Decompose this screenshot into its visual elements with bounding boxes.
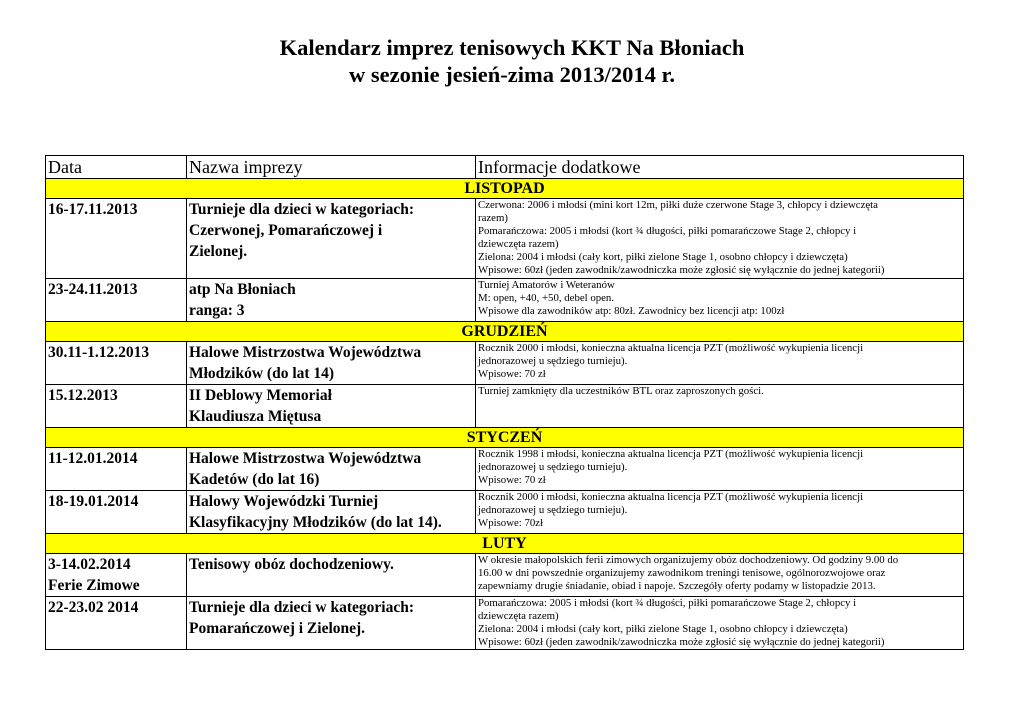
name-line: Klasyfikacyjny Młodzików (do lat 14). [189,513,442,531]
event-info [476,596,964,649]
event-date [46,596,187,649]
event-name [187,447,476,490]
table-header-row [46,156,964,179]
info-line: Rocznik 1998 i młodsi, konieczna aktualna licencja PZT (możliwość wykupienia licencji [478,447,864,460]
events-table [45,155,964,650]
event-info [476,278,964,321]
event-date [46,341,187,384]
info-line: Czerwona: 2006 i młodsi (mini kort 12m, piłki duże czerwone Stage 3, chłopcy i dziewczęta [478,199,878,211]
info-line: dziewczęta razem) [478,238,559,251]
name-line: Młodzików (do lat 14) [189,364,335,382]
name-line: Turnieje dla dzieci w kategoriach: [189,201,415,218]
info-line: Pomarańczowa: 2005 i młodsi (kort ¾ długości, piłki pomarańczowe Stage 2, chłopcy i [478,225,857,238]
info-line: Wpisowe: 70zł [478,516,544,529]
title-line-1: Kalendarz imprez tenisowych KKT Na Błoniach [279,35,745,60]
name-line: atp Na Błoniach [189,280,296,298]
event-date [46,199,187,279]
month-label: LISTOPAD [46,179,964,199]
info-line: Zielona: 2004 i młodsi (cały kort, piłki zielone Stage 1, osobno chłopcy i dziewczęta) [478,251,848,264]
event-name [187,553,476,596]
name-line: Halowe Mistrzostwa Województwa [189,449,422,467]
event-name [187,596,476,649]
table-row [46,447,964,490]
document-title [0,34,1024,88]
info-line: Rocznik 2000 i młodsi, konieczna aktualna licencja PZT (możliwość wykupienia licencji [478,341,864,354]
date-line: 15.12.2013 [48,386,118,404]
month-row-styczen [46,427,964,447]
date-line: 30.11-1.12.2013 [48,343,150,361]
info-line: 16.00 w dni powszednie organizujemy zawodnikom treningi tenisowe, ogólnorozwojowe oraz [478,566,886,579]
title-line-2: w sezonie jesień-zima 2013/2014 r. [349,62,675,87]
event-info [476,384,964,427]
name-line: Halowy Wojewódzki Turniej [189,492,379,510]
name-line: Zielonej. [189,243,248,260]
info-line: Rocznik 2000 i młodsi, konieczna aktualna licencja PZT (możliwość wykupienia licencji [478,490,864,503]
date-line: 16-17.11.2013 [48,201,138,218]
name-line: Pomarańczowej i Zielonej. [189,619,366,637]
info-line: Zielona: 2004 i młodsi (cały kort, piłki zielone Stage 1, osobno chłopcy i dziewczęta) [478,622,848,635]
table-row [46,596,964,649]
name-line: Czerwonej, Pomarańczowej i [189,222,383,239]
info-line: Pomarańczowa: 2005 i młodsi (kort ¾ długości, piłki pomarańczowe Stage 2, chłopcy i [478,596,857,609]
table-row [46,553,964,596]
month-row-luty [46,533,964,553]
table-row [46,341,964,384]
info-line: jednorazowej u sędziego turnieju). [478,460,628,473]
info-line: Wpisowe: 70 zł [478,367,546,380]
month-label: GRUDZIEŃ [46,321,964,341]
header-date: Data [46,156,187,179]
event-name [187,341,476,384]
event-info [476,553,964,596]
name-line: Turnieje dla dzieci w kategoriach: [189,598,415,616]
event-date [46,447,187,490]
event-date [46,384,187,427]
name-line: Halowe Mistrzostwa Województwa [189,343,422,361]
event-info [476,447,964,490]
info-line: Turniej zamknięty dla uczestników BTL oraz zaproszonych gości. [478,384,764,397]
table-row [46,490,964,533]
info-line: Turniej Amatorów i Weteranów [478,278,615,291]
event-info [476,490,964,533]
month-label: STYCZEŃ [46,427,964,447]
info-line: Wpisowe: 60zł (jeden zawodnik/zawodniczka może zgłosić się wyłącznie do jednej kategorii) [478,635,885,648]
info-line: W okresie małopolskich ferii zimowych organizujemy obóz dochodzeniowy. Od godziny 9.00 do [478,553,899,566]
name-line: Kadetów (do lat 16) [189,470,320,488]
event-info [476,341,964,384]
date-line: 23-24.11.2013 [48,280,138,298]
date-line: 11-12.01.2014 [48,449,138,467]
table-row [46,278,964,321]
date-line: 18-19.01.2014 [48,492,139,510]
info-line: Wpisowe dla zawodników atp: 80zł. Zawodnicy bez licencji atp: 100zł [478,304,785,317]
event-name [187,278,476,321]
info-line: dziewczęta razem) [478,609,559,622]
info-line: M: open, +40, +50, debel open. [478,291,615,304]
month-row-grudzien [46,321,964,341]
event-name [187,384,476,427]
event-date [46,553,187,596]
info-line: jednorazowej u sędziego turnieju). [478,354,628,367]
event-name [187,490,476,533]
month-row-listopad [46,179,964,199]
event-info [476,199,964,279]
info-line: Wpisowe: 60zł (jeden zawodnik/zawodniczka może zgłosić się wyłącznie do jednej kategorii) [478,264,885,277]
name-line: II Deblowy Memoriał [189,386,332,404]
header-info: Informacje dodatkowe [476,156,964,179]
date-line: Ferie Zimowe [48,576,140,594]
info-line: zapewniamy drugie śniadanie, obiad i napoje. Szczegóły oferty podamy w listopadzie 2013. [478,579,876,592]
date-line: 3-14.02.2014 [48,555,131,573]
event-name [187,199,476,279]
header-name: Nazwa imprezy [187,156,476,179]
table-row [46,384,964,427]
info-line: razem) [478,212,508,225]
month-label: LUTY [46,533,964,553]
name-line: Tenisowy obóz dochodzeniowy. [189,555,394,573]
event-date [46,490,187,533]
event-date [46,278,187,321]
date-line: 22-23.02 2014 [48,598,139,616]
info-line: jednorazowej u sędziego turnieju). [478,503,628,516]
info-line: Wpisowe: 70 zł [478,473,546,486]
name-line: ranga: 3 [189,301,245,319]
name-line: Klaudiusza Miętusa [189,407,322,425]
table-row [46,199,964,279]
